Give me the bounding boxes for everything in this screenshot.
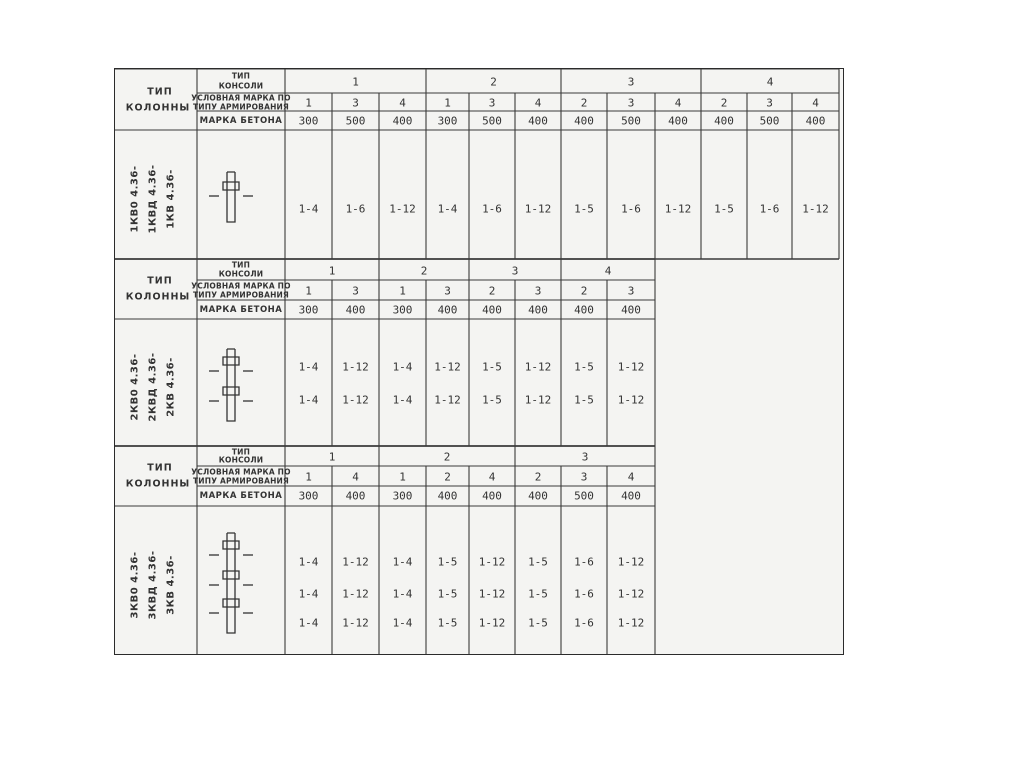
reinforcement-mark: 3 — [352, 284, 359, 298]
console-group-number: 3 — [581, 450, 589, 464]
table-cell: 1-5 — [714, 202, 734, 216]
console-group-number: 2 — [443, 450, 451, 464]
table-cell: 1-4 — [392, 587, 413, 601]
table-cell: 1-12 — [342, 616, 369, 630]
table-cell: 1-4 — [298, 393, 319, 407]
table-cell: 1-12 — [802, 202, 829, 216]
reinforcement-mark: 1 — [305, 470, 312, 484]
reinforcement-mark: 2 — [488, 284, 496, 298]
console-type-label: ТИП — [231, 260, 251, 270]
column-name-label: 3КВД 4.36- — [147, 550, 159, 620]
console-group-number: 1 — [352, 75, 359, 89]
mark-label: УСЛОВНАЯ МАРКА ПО — [191, 281, 291, 291]
column-name-label: 3КВ 4.36- — [165, 555, 177, 615]
concrete-grade: 400 — [621, 303, 641, 316]
column-type-label: ТИП — [147, 86, 173, 97]
concrete-grade: 400 — [574, 114, 594, 127]
table-cell: 1-4 — [298, 616, 319, 630]
concrete-grade: 500 — [574, 489, 594, 503]
scanned-table-page — [114, 68, 844, 655]
table-cell: 1-6 — [574, 587, 594, 601]
table-cell: 1-4 — [298, 587, 319, 601]
console-type-label: ТИП — [231, 71, 251, 81]
console-group-number: 1 — [328, 264, 336, 277]
reinforcement-mark: 4 — [674, 96, 682, 110]
concrete-grade: 400 — [574, 303, 594, 316]
console-type-label: КОНСОЛИ — [218, 81, 264, 91]
table-cell: 1-6 — [621, 202, 641, 216]
concrete-grade: 500 — [759, 114, 780, 127]
table-cell: 1-5 — [437, 587, 458, 601]
reinforcement-mark: 1 — [305, 96, 312, 110]
reinforcement-mark: 4 — [488, 470, 496, 484]
reinforcement-mark: 1 — [399, 284, 406, 298]
column-name-label: 1КВ0 4.36- — [129, 164, 141, 233]
table-cell: 1-4 — [298, 202, 319, 216]
column-name-label: 1КВД 4.36- — [147, 164, 159, 233]
reinforcement-mark: 2 — [580, 284, 588, 298]
table-cell: 1-12 — [617, 393, 645, 407]
table-cell: 1-12 — [342, 360, 369, 374]
mark-label: ТИПУ АРМИРОВАНИЯ — [192, 476, 290, 486]
concrete-grade: 400 — [482, 303, 502, 316]
column-sketch-icon — [201, 167, 261, 227]
column-name-label: 3КВ0 4.36- — [129, 551, 141, 619]
column-type-label: ТИП — [147, 462, 173, 474]
reinforcement-mark: 3 — [352, 96, 359, 110]
concrete-grade: 400 — [668, 114, 688, 127]
table-cell: 1-12 — [434, 360, 461, 374]
table-cell: 1-4 — [298, 360, 319, 374]
concrete-label: МАРКА БЕТОНА — [199, 115, 283, 126]
table-cell: 1-4 — [392, 555, 413, 569]
reinforcement-mark: 3 — [444, 284, 451, 298]
concrete-grade: 300 — [392, 303, 413, 316]
reinforcement-mark: 3 — [488, 96, 496, 110]
table-cell: 1-5 — [482, 393, 502, 407]
console-group-number: 2 — [420, 264, 428, 277]
concrete-grade: 400 — [528, 114, 548, 127]
table-cell: 1-5 — [482, 360, 502, 374]
concrete-grade: 400 — [528, 489, 548, 503]
concrete-grade: 400 — [437, 489, 458, 503]
concrete-grade: 400 — [621, 489, 641, 503]
table-cell: 1-5 — [574, 393, 594, 407]
column-type-label: КОЛОННЫ — [125, 291, 191, 303]
table-cell: 1-6 — [574, 616, 594, 630]
console-group-number: 3 — [627, 75, 635, 89]
table-cell: 1-4 — [392, 616, 413, 630]
table-cell: 1-6 — [574, 555, 594, 569]
mark-label: УСЛОВНАЯ МАРКА ПО — [191, 467, 291, 477]
reinforcement-mark: 4 — [627, 470, 635, 484]
table-cell: 1-12 — [342, 555, 369, 569]
column-name-label: 2КВ 4.36- — [165, 356, 177, 417]
table-cell: 1-5 — [528, 555, 548, 569]
console-group-number: 4 — [766, 75, 774, 89]
concrete-grade: 400 — [528, 303, 548, 316]
console-type-label: КОНСОЛИ — [218, 455, 264, 465]
concrete-label: МАРКА БЕТОНА — [199, 304, 283, 315]
concrete-grade: 300 — [298, 303, 319, 316]
table-cell: 1-5 — [574, 202, 594, 216]
reinforcement-mark: 3 — [627, 96, 635, 110]
reinforcement-mark: 4 — [399, 96, 406, 110]
concrete-grade: 500 — [345, 114, 366, 127]
table-cell: 1-4 — [298, 555, 319, 569]
concrete-grade: 300 — [437, 114, 458, 127]
concrete-grade: 400 — [345, 303, 366, 316]
column-sketch-icon — [201, 344, 261, 426]
reinforcement-mark: 1 — [444, 96, 451, 110]
table-cell: 1-6 — [482, 202, 502, 216]
console-type-label: КОНСОЛИ — [218, 269, 264, 279]
reinforcement-mark: 2 — [720, 96, 728, 110]
concrete-grade: 400 — [482, 489, 502, 503]
table-cell: 1-12 — [342, 393, 369, 407]
column-name-label: 1КВ 4.36- — [165, 168, 177, 229]
table-cell: 1-12 — [342, 587, 369, 601]
table-cell: 1-6 — [759, 202, 780, 216]
table-cell: 1-12 — [389, 202, 416, 216]
concrete-label: МАРКА БЕТОНА — [199, 491, 283, 501]
console-group-number: 1 — [328, 450, 336, 464]
table-cell: 1-12 — [617, 360, 645, 374]
column-type-label: ТИП — [147, 275, 173, 287]
mark-label: ТИПУ АРМИРОВАНИЯ — [192, 102, 290, 111]
table-cell: 1-12 — [478, 555, 506, 569]
concrete-grade: 500 — [621, 114, 641, 127]
concrete-grade: 400 — [437, 303, 458, 316]
concrete-grade: 400 — [805, 114, 826, 127]
reinforcement-mark: 1 — [399, 470, 406, 484]
table-cell: 1-4 — [437, 202, 458, 216]
table-cell: 1-12 — [617, 587, 645, 601]
table-cell: 1-12 — [524, 202, 552, 216]
reinforcement-mark: 3 — [580, 470, 588, 484]
reinforcement-mark: 3 — [627, 284, 635, 298]
table-cell: 1-12 — [524, 360, 552, 374]
table-cell: 1-12 — [524, 393, 552, 407]
concrete-grade: 400 — [392, 114, 413, 127]
concrete-grade: 400 — [345, 489, 366, 503]
reinforcement-mark: 3 — [766, 96, 773, 110]
table-cell: 1-5 — [528, 616, 548, 630]
reinforcement-mark: 3 — [534, 284, 542, 298]
reinforcement-mark: 4 — [534, 96, 542, 110]
table-cell: 1-4 — [392, 393, 413, 407]
table-cell: 1-12 — [434, 393, 461, 407]
concrete-grade: 300 — [298, 489, 319, 503]
concrete-grade: 300 — [392, 489, 413, 503]
table-cell: 1-12 — [617, 555, 645, 569]
table-cell: 1-5 — [437, 616, 458, 630]
reinforcement-mark: 4 — [812, 96, 819, 110]
column-sketch-icon — [201, 528, 261, 638]
table-cell: 1-5 — [574, 360, 594, 374]
reinforcement-mark: 1 — [305, 284, 312, 298]
column-name-label: 2КВ0 4.36- — [129, 352, 141, 421]
console-type-label: ТИП — [231, 447, 251, 457]
table-cell: 1-12 — [664, 202, 692, 216]
table-cell: 1-4 — [392, 360, 413, 374]
mark-label: УСЛОВНАЯ МАРКА ПО — [191, 93, 291, 103]
column-type-label: КОЛОННЫ — [125, 102, 191, 113]
column-type-label: КОЛОННЫ — [125, 478, 191, 490]
reinforcement-mark: 2 — [534, 470, 542, 484]
console-group-number: 2 — [490, 75, 497, 89]
table-cell: 1-5 — [437, 555, 458, 569]
reinforcement-mark: 2 — [444, 470, 451, 484]
table-cell: 1-12 — [478, 616, 506, 630]
concrete-grade: 500 — [482, 114, 502, 127]
table-cell: 1-12 — [478, 587, 506, 601]
mark-label: ТИПУ АРМИРОВАНИЯ — [192, 290, 290, 300]
reinforcement-mark: 2 — [580, 96, 588, 110]
reinforcement-mark: 4 — [352, 470, 359, 484]
concrete-grade: 300 — [298, 114, 319, 127]
column-name-label: 2КВД 4.36- — [147, 352, 159, 421]
table-cell: 1-5 — [528, 587, 548, 601]
console-group-number: 4 — [604, 264, 612, 277]
concrete-grade: 400 — [714, 114, 734, 127]
table-cell: 1-6 — [345, 202, 366, 216]
table-cell: 1-12 — [617, 616, 645, 630]
console-group-number: 3 — [511, 264, 519, 277]
